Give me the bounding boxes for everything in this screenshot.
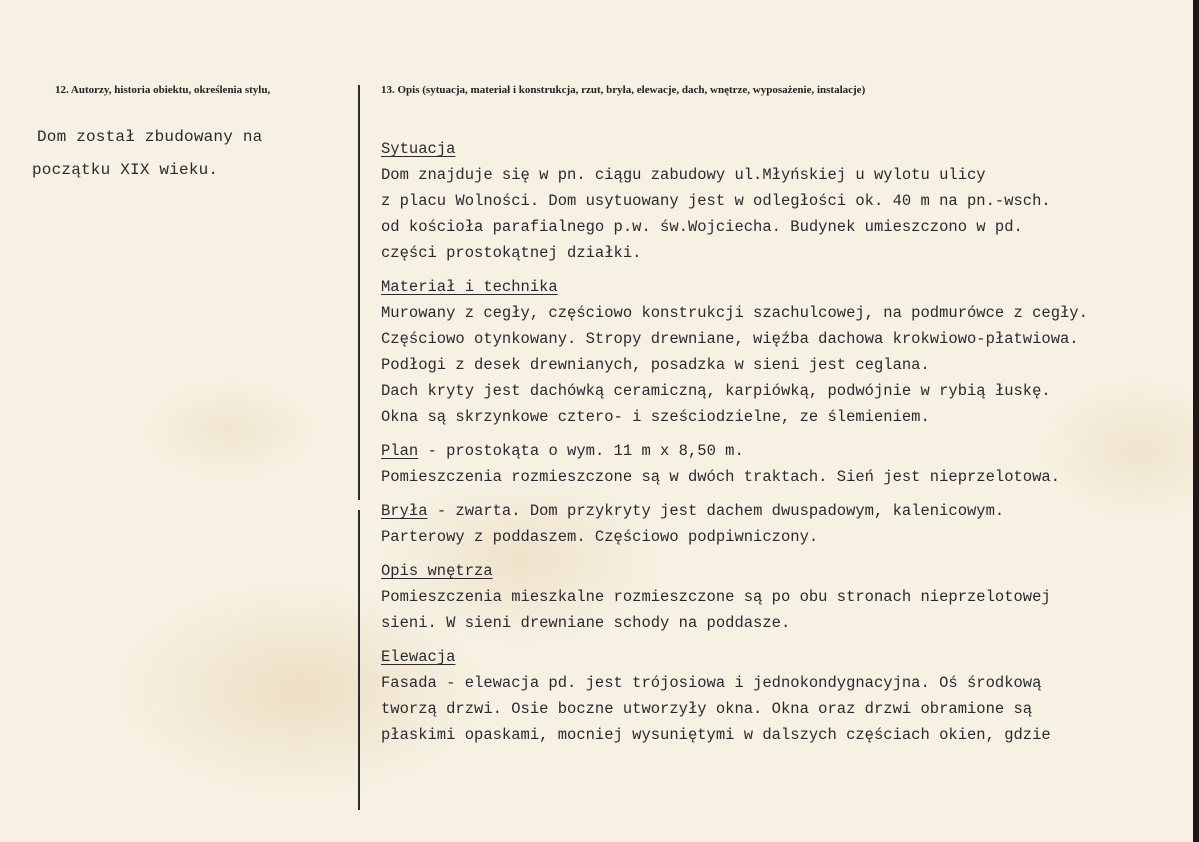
section-wnetrza [381, 558, 1161, 636]
column-divider-lower [358, 510, 360, 810]
field-13-header: 13. Opis (sytuacja, materiał i konstrukcja, rzut, bryła, elewacje, dach, wnętrze, wyposażenie, instalacje) [381, 84, 866, 96]
text-line: sieni. W sieni drewniane schody na poddasze. [381, 614, 791, 632]
section-title: Materiał i technika [381, 278, 558, 296]
scan-edge [1193, 0, 1199, 842]
history-line-2: początku XIX wieku. [32, 161, 219, 179]
text-line: Murowany z cegły, częściowo konstrukcji szachulcowej, na podmurówce z cegły. [381, 304, 1088, 322]
field-12-header: 12. Autorzy, historia obiektu, określenia stylu, [55, 84, 271, 96]
text-line: Pomieszczenia mieszkalne rozmieszczone są po obu stronach nieprzelotowej [381, 588, 1051, 606]
section-elewacja [381, 644, 1161, 748]
text-line: Parterowy z poddaszem. Częściowo podpiwniczony. [381, 528, 819, 546]
text-line-rest: - zwarta. Dom przykryty jest dachem dwuspadowym, kalenicowym. [427, 502, 1005, 520]
section-plan [381, 438, 1161, 490]
text-line: tworzą drzwi. Osie boczne utworzyły okna. Okna oraz drzwi obramione są [381, 700, 1033, 718]
text-line: Dom znajduje się w pn. ciągu zabudowy ul.Młyńskiej u wylotu ulicy [381, 166, 986, 184]
section-title: Bryła [381, 502, 428, 520]
description-column [381, 136, 1161, 756]
text-line: Częściowo otynkowany. Stropy drewniane, więźba dachowa krokwiowo-płatwiowa. [381, 330, 1079, 348]
section-material [381, 274, 1161, 430]
section-sytuacja [381, 136, 1161, 266]
text-line: części prostokątnej działki. [381, 244, 642, 262]
section-title: Sytuacja [381, 140, 456, 158]
text-line: Okna są skrzynkowe cztero- i sześciodzielne, ze ślemieniem. [381, 408, 930, 426]
section-title: Opis wnętrza [381, 562, 493, 580]
section-title: Elewacja [381, 648, 456, 666]
text-line: płaskimi opaskami, mocniej wysuniętymi w dalszych częściach okien, gdzie [381, 726, 1051, 744]
section-title: Plan [381, 442, 419, 460]
text-line: Dach kryty jest dachówką ceramiczną, karpiówką, podwójnie w rybią łuskę. [381, 382, 1051, 400]
text-line-rest: - prostokąta o wym. 11 m x 8,50 m. [418, 442, 744, 460]
section-bryla [381, 498, 1161, 550]
text-line: od kościoła parafialnego p.w. św.Wojciecha. Budynek umieszczono w pd. [381, 218, 1023, 236]
text-line: z placu Wolności. Dom usytuowany jest w odległości ok. 40 m na pn.-wsch. [381, 192, 1051, 210]
history-line-1: Dom został zbudowany na [37, 128, 263, 146]
column-divider-upper [358, 85, 360, 500]
text-line: Fasada - elewacja pd. jest trójosiowa i jednokondygnacyjna. Oś środkową [381, 674, 1042, 692]
text-line: Podłogi z desek drewnianych, posadzka w sieni jest ceglana. [381, 356, 930, 374]
text-line: Pomieszczenia rozmieszczone są w dwóch traktach. Sień jest nieprzelotowa. [381, 468, 1061, 486]
